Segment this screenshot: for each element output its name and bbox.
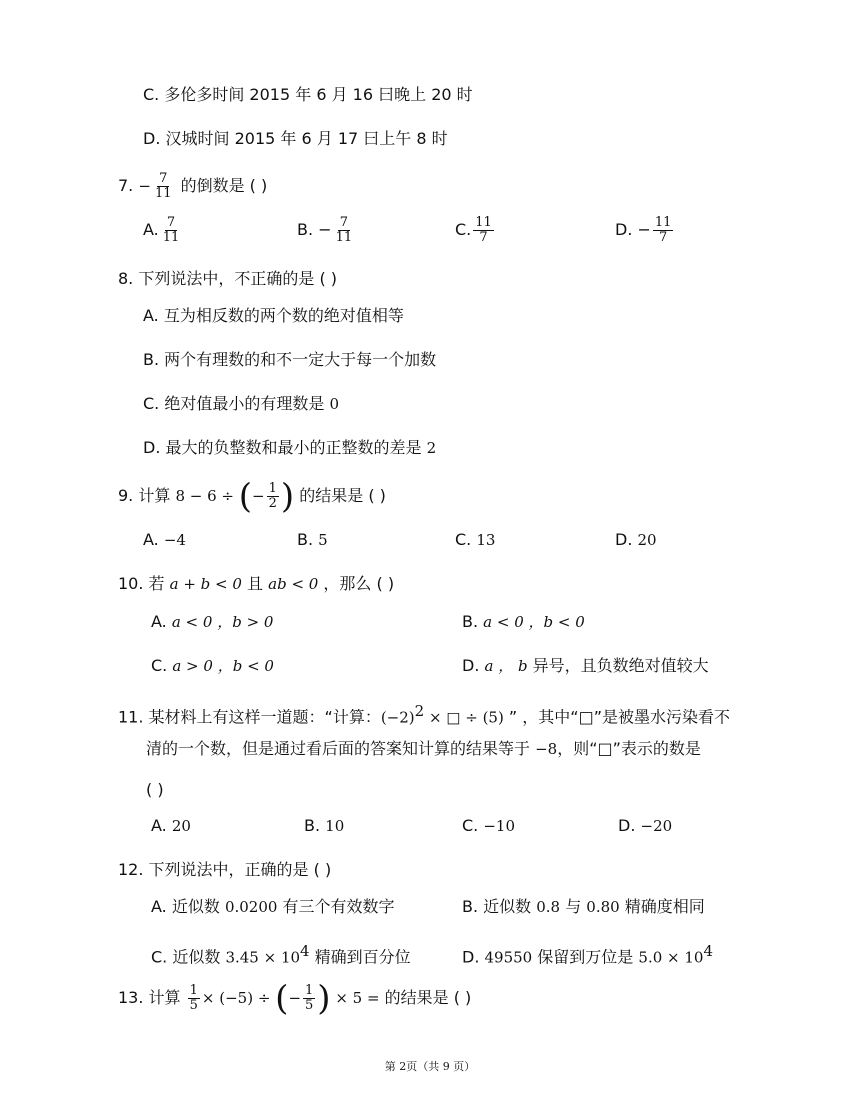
- q12-option-a: A. 近似数 0.0200 有三个有效数字: [151, 897, 395, 916]
- q6-option-d: D. 汉城时间 2015 年 6 月 17 曰上午 8 时: [143, 129, 448, 148]
- q9-option-d: D. 20: [615, 530, 657, 549]
- q11-answer-blank: ( ): [146, 780, 164, 799]
- q13-stem: 13. 计算 $\frac{1}{5}$ × (−5) ÷ (− $\frac{1}{5}$ ) × 5 = 的结果是 ( ): [118, 978, 472, 1019]
- q7-stem: 7. − $\frac{7}{11}$ 的倒数是 ( ): [118, 171, 268, 201]
- q8-option-c: C. 绝对值最小的有理数是 0: [143, 394, 339, 413]
- q11-option-d: D. −20: [618, 816, 673, 835]
- q7-option-b: B. − $\frac{7}{11}$: [297, 215, 353, 245]
- q11-option-c: C. −10: [462, 816, 515, 835]
- q6-option-c: C. 多伦多时间 2015 年 6 月 16 曰晚上 20 时: [143, 85, 473, 104]
- q7-option-d: D. − $\frac{11}{7}$: [615, 215, 672, 245]
- q12-option-d: D. 49550 保留到万位是 $5.0 \times 10^4$: [462, 942, 713, 967]
- q10-option-d: D. a ， b 异号，且负数绝对值较大: [462, 656, 709, 675]
- q9-option-c: C. 13: [455, 530, 496, 549]
- q8-option-b: B. 两个有理数的和不一定大于每一个加数: [143, 350, 437, 369]
- q12-option-c: C. 近似数 $3.45 \times 10^4$ 精确到百分位: [151, 942, 411, 967]
- q9-stem: 9. 计算 8 − 6 ÷ (− $\frac{1}{2}$ ) 的结果是 ( ): [118, 476, 386, 517]
- q7-fraction: $\frac{7}{11}$: [154, 171, 172, 201]
- page-footer: 第 2页（共 9 页）: [384, 1060, 476, 1073]
- q7-option-a: A. $\frac{7}{11}$: [143, 215, 180, 245]
- q11-option-b: B. 10: [304, 816, 345, 835]
- q8-option-d: D. 最大的负整数和最小的正整数的差是 2: [143, 438, 437, 457]
- q9-option-b: B. 5: [297, 530, 328, 549]
- q10-stem: 10. 若 a + b < 0 且 ab < 0 ，那么 ( ): [118, 574, 395, 593]
- q11-option-a: A. 20: [151, 816, 191, 835]
- q12-stem: 12. 下列说法中，正确的是 ( ): [118, 860, 332, 879]
- q7-option-c: C. $\frac{11}{7}$: [455, 215, 492, 245]
- q11-stem-line1: 11. 某材料上有这样一道题：“计算：$(-2)^2$ × □ ÷ (5) ” ，其中“□”是被墨水污染看不: [118, 702, 731, 727]
- q10-option-c: C. a > 0 ，b < 0: [151, 656, 274, 675]
- q10-option-b: B. a < 0 ，b < 0: [462, 612, 585, 631]
- q10-option-a: A. a < 0 ，b > 0: [151, 612, 274, 631]
- q8-stem: 8. 下列说法中，不正确的是 ( ): [118, 269, 338, 288]
- q12-option-b: B. 近似数 0.8 与 0.80 精确度相同: [462, 897, 705, 916]
- q11-stem-line2: 清的一个数，但是通过看后面的答案知计算的结果等于 −8，则“□”表示的数是: [146, 739, 701, 758]
- q9-option-a: A. −4: [143, 530, 186, 549]
- q8-option-a: A. 互为相反数的两个数的绝对值相等: [143, 306, 404, 325]
